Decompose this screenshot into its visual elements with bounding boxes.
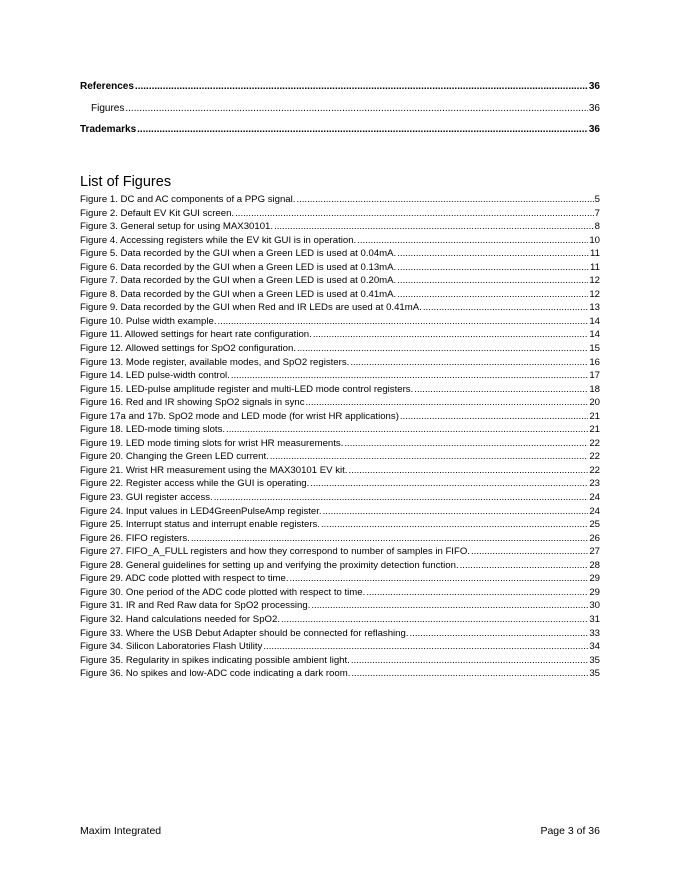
figure-entry-page: 27 xyxy=(589,546,600,558)
figure-entry-page: 8 xyxy=(594,221,600,233)
toc-entry-page: 36 xyxy=(588,124,600,135)
figure-entry[interactable] xyxy=(80,572,600,586)
dot-leader xyxy=(218,315,589,329)
figure-entry-page: 21 xyxy=(589,424,600,436)
dot-leader xyxy=(281,613,588,627)
figure-entry[interactable] xyxy=(80,613,600,627)
dot-leader xyxy=(344,437,588,451)
dot-leader xyxy=(321,518,588,532)
figure-entry[interactable] xyxy=(80,274,600,288)
figure-entry-title: Figure 34. Silicon Laboratories Flash Utility xyxy=(80,641,263,653)
toc-entry-title: Trademarks xyxy=(80,124,137,135)
dot-leader xyxy=(351,667,588,681)
dot-leader xyxy=(460,559,589,573)
figure-entry-page: 22 xyxy=(589,451,600,463)
toc-entry[interactable] xyxy=(80,98,600,120)
figure-entry-title: Figure 2. Default EV Kit GUI screen. xyxy=(80,207,235,219)
dot-leader xyxy=(214,491,589,505)
figure-entry-page: 5 xyxy=(594,194,600,205)
figure-entry-title: Figure 36. No spikes and low-ADC code indicating a dark room. xyxy=(80,668,351,680)
figure-entry-page: 13 xyxy=(589,302,600,314)
dot-leader xyxy=(125,98,588,120)
figure-entry[interactable] xyxy=(80,234,600,248)
figure-entry-page: 20 xyxy=(589,397,600,409)
figure-entry-page: 30 xyxy=(589,600,600,612)
figure-entry-page: 21 xyxy=(589,410,600,422)
dot-leader xyxy=(191,532,589,546)
figure-entry-title: Figure 26. FIFO registers. xyxy=(80,532,190,544)
figure-entry[interactable] xyxy=(80,342,600,356)
figure-entry-page: 29 xyxy=(589,573,600,585)
figure-entry[interactable] xyxy=(80,423,600,437)
figure-entry[interactable] xyxy=(80,545,600,559)
figure-entry-page: 11 xyxy=(590,248,600,260)
figure-entry-title: Figure 15. LED-pulse amplitude register and multi-LED mode control registers. xyxy=(80,383,414,395)
dot-leader xyxy=(397,288,588,302)
dot-leader xyxy=(310,477,588,491)
figure-entry-title: Figure 27. FIFO_A_FULL registers and how they correspond to number of samples in FIFO. xyxy=(80,546,470,558)
figure-entry-title: Figure 31. IR and Red Raw data for SpO2 processing. xyxy=(80,600,311,612)
dot-leader xyxy=(270,450,589,464)
dot-leader xyxy=(311,599,588,613)
figure-entry[interactable] xyxy=(80,437,600,451)
footer-company: Maxim Integrated xyxy=(80,825,162,837)
figure-entry-page: 14 xyxy=(589,315,600,327)
dot-leader xyxy=(349,464,589,478)
toc-entry-title: References xyxy=(80,81,134,92)
toc-entry-page: 36 xyxy=(588,102,600,114)
dot-leader xyxy=(137,119,588,141)
dot-leader xyxy=(296,193,593,207)
figure-entry-title: Figure 13. Mode register, available modes, and SpO2 registers. xyxy=(80,356,350,368)
figure-entry[interactable] xyxy=(80,193,600,207)
figure-entry-page: 35 xyxy=(589,668,600,680)
dot-leader xyxy=(323,505,589,519)
dot-leader xyxy=(366,586,588,600)
figure-entry-title: Figure 29. ADC code plotted with respect to time. xyxy=(80,573,289,585)
figure-entry-title: Figure 24. Input values in LED4GreenPulseAmp register. xyxy=(80,505,322,517)
dot-leader xyxy=(350,356,588,370)
figure-entry[interactable] xyxy=(80,667,600,681)
figure-entry-title: Figure 11. Allowed settings for heart rate configuration. xyxy=(80,329,312,341)
figure-entry-page: 25 xyxy=(589,519,600,531)
table-of-contents xyxy=(80,76,600,141)
figure-entry[interactable] xyxy=(80,396,600,410)
figure-entry[interactable] xyxy=(80,464,600,478)
figure-entry-title: Figure 30. One period of the ADC code plotted with respect to time. xyxy=(80,586,366,598)
figure-entry[interactable] xyxy=(80,328,600,342)
dot-leader xyxy=(231,369,588,383)
figure-entry-title: Figure 3. General setup for using MAX30101. xyxy=(80,221,274,233)
dot-leader xyxy=(410,627,589,641)
figure-entry-page: 35 xyxy=(589,654,600,666)
list-of-figures xyxy=(80,193,600,681)
dot-leader xyxy=(351,654,588,668)
figure-entry-title: Figure 4. Accessing registers while the EV kit GUI is in operation. xyxy=(80,234,357,246)
figure-entry-title: Figure 7. Data recorded by the GUI when a Green LED is used at 0.20mA. xyxy=(80,275,397,287)
figure-entry-page: 23 xyxy=(589,478,600,490)
figure-entry[interactable] xyxy=(80,261,600,275)
figure-entry-title: Figure 12. Allowed settings for SpO2 configuration. xyxy=(80,343,296,355)
figure-entry-title: Figure 32. Hand calculations needed for SpO2. xyxy=(80,613,280,625)
figure-entry[interactable] xyxy=(80,220,600,234)
figure-entry-page: 12 xyxy=(589,288,600,300)
dot-leader xyxy=(297,342,588,356)
figure-entry-title: Figure 33. Where the USB Debut Adapter should be connected for reflashing. xyxy=(80,627,409,639)
figure-entry-page: 33 xyxy=(589,627,600,639)
dot-leader xyxy=(135,76,588,98)
figure-entry-title: Figure 16. Red and IR showing SpO2 signals in sync xyxy=(80,397,305,409)
figure-entry-title: Figure 18. LED-mode timing slots. xyxy=(80,424,226,436)
figure-entry-title: Figure 25. Interrupt status and interrupt enable registers. xyxy=(80,519,320,531)
figure-entry[interactable] xyxy=(80,640,600,654)
figure-entry[interactable] xyxy=(80,288,600,302)
figure-entry-title: Figure 22. Register access while the GUI is operating. xyxy=(80,478,310,490)
figure-entry[interactable] xyxy=(80,654,600,668)
figure-entry-page: 26 xyxy=(589,532,600,544)
toc-entry-title: Figures xyxy=(91,102,125,114)
dot-leader xyxy=(471,545,588,559)
figure-entry[interactable] xyxy=(80,477,600,491)
figure-entry-page: 24 xyxy=(589,492,600,504)
figure-entry[interactable] xyxy=(80,356,600,370)
figure-entry-page: 11 xyxy=(590,261,600,273)
dot-leader xyxy=(397,274,588,288)
figure-entry[interactable] xyxy=(80,410,600,424)
figure-entry[interactable] xyxy=(80,599,600,613)
list-of-figures-heading: List of Figures xyxy=(80,174,172,190)
figure-entry-title: Figure 23. GUI register access. xyxy=(80,492,213,504)
figure-entry[interactable] xyxy=(80,505,600,519)
figure-entry-title: Figure 6. Data recorded by the GUI when a Green LED is used at 0.13mA. xyxy=(80,261,397,273)
figure-entry[interactable] xyxy=(80,315,600,329)
figure-entry-page: 14 xyxy=(589,329,600,341)
figure-entry-title: Figure 10. Pulse width example. xyxy=(80,315,217,327)
toc-entry[interactable] xyxy=(80,76,600,98)
dot-leader xyxy=(226,423,588,437)
figure-entry-page: 10 xyxy=(589,234,600,246)
figure-entry-title: Figure 9. Data recorded by the GUI when Red and IR LEDs are used at 0.41mA. xyxy=(80,302,422,314)
dot-leader xyxy=(423,301,589,315)
footer-page-number: Page 3 of 36 xyxy=(540,825,600,837)
figure-entry-page: 34 xyxy=(589,641,600,653)
figure-entry-title: Figure 17a and 17b. SpO2 mode and LED mode (for wrist HR applications) xyxy=(80,410,399,422)
figure-entry[interactable] xyxy=(80,247,600,261)
figure-entry-title: Figure 5. Data recorded by the GUI when a Green LED is used at 0.04mA. xyxy=(80,248,397,260)
figure-entry-title: Figure 21. Wrist HR measurement using the MAX30101 EV kit. xyxy=(80,464,348,476)
figure-entry-page: 22 xyxy=(589,464,600,476)
figure-entry[interactable] xyxy=(80,207,600,221)
figure-entry-title: Figure 14. LED pulse-width control. xyxy=(80,370,230,382)
dot-leader xyxy=(397,261,589,275)
dot-leader xyxy=(235,207,594,221)
figure-entry-page: 7 xyxy=(594,207,600,219)
figure-entry[interactable] xyxy=(80,518,600,532)
figure-entry-page: 28 xyxy=(589,559,600,571)
toc-entry-page: 36 xyxy=(588,81,600,92)
dot-leader xyxy=(313,328,589,342)
figure-entry-page: 31 xyxy=(589,613,600,625)
dot-leader xyxy=(263,640,588,654)
dot-leader xyxy=(414,383,588,397)
figure-entry-title: Figure 19. LED mode timing slots for wrist HR measurements. xyxy=(80,437,344,449)
dot-leader xyxy=(306,396,589,410)
dot-leader xyxy=(357,234,588,248)
figure-entry[interactable] xyxy=(80,383,600,397)
dot-leader xyxy=(400,410,588,424)
figure-entry[interactable] xyxy=(80,586,600,600)
figure-entry-page: 12 xyxy=(589,275,600,287)
figure-entry-page: 16 xyxy=(589,356,600,368)
figure-entry[interactable] xyxy=(80,559,600,573)
figure-entry-page: 29 xyxy=(589,586,600,598)
dot-leader xyxy=(274,220,594,234)
figure-entry[interactable] xyxy=(80,532,600,546)
figure-entry[interactable] xyxy=(80,491,600,505)
figure-entry[interactable] xyxy=(80,627,600,641)
figure-entry-title: Figure 35. Regularity in spikes indicating possible ambient light. xyxy=(80,654,350,666)
figure-entry-title: Figure 8. Data recorded by the GUI when a Green LED is used at 0.41mA. xyxy=(80,288,397,300)
figure-entry-page: 18 xyxy=(589,383,600,395)
figure-entry-page: 15 xyxy=(589,343,600,355)
toc-entry[interactable] xyxy=(80,119,600,141)
figure-entry[interactable] xyxy=(80,369,600,383)
figure-entry[interactable] xyxy=(80,450,600,464)
figure-entry-title: Figure 1. DC and AC components of a PPG signal. xyxy=(80,194,296,205)
dot-leader xyxy=(290,572,589,586)
figure-entry-title: Figure 20. Changing the Green LED current. xyxy=(80,451,269,463)
figure-entry[interactable] xyxy=(80,301,600,315)
dot-leader xyxy=(397,247,589,261)
figure-entry-page: 17 xyxy=(589,370,600,382)
figure-entry-page: 24 xyxy=(589,505,600,517)
figure-entry-page: 22 xyxy=(589,437,600,449)
figure-entry-title: Figure 28. General guidelines for setting up and verifying the proximity detection function. xyxy=(80,559,459,571)
